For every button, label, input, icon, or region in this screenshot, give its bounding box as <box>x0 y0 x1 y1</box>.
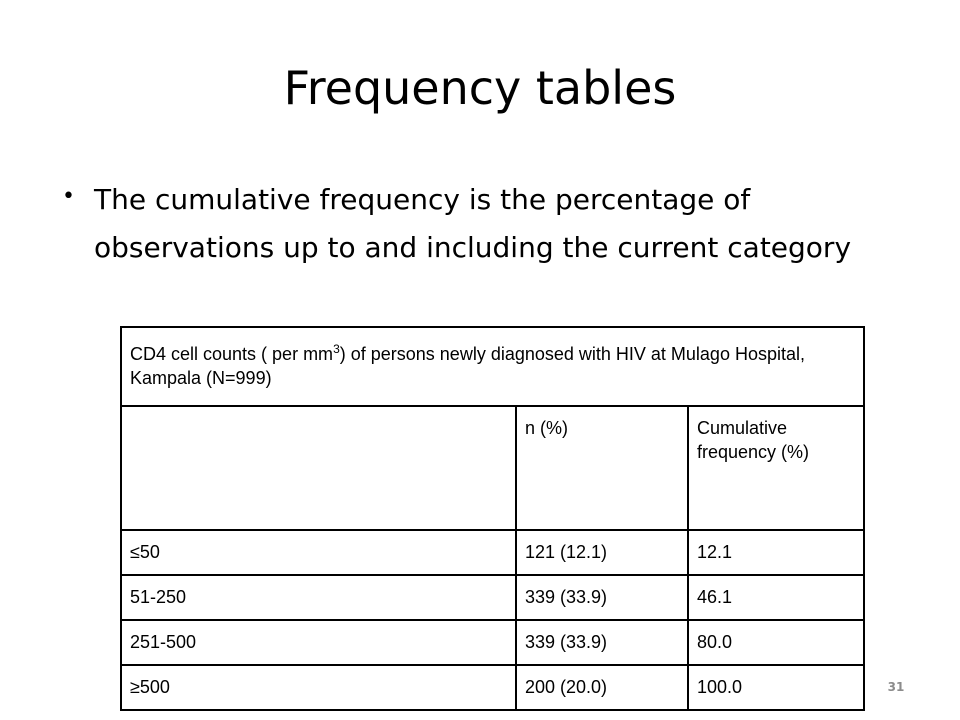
table-row <box>121 530 864 575</box>
row-category: ≥500 <box>121 665 516 710</box>
header-cell-cumulative: Cumulative frequency (%) <box>688 406 864 530</box>
bullet-text: The cumulative frequency is the percentage of observations up to and including the current category <box>94 183 852 264</box>
row-n-percent: 339 (33.9) <box>516 575 688 620</box>
page-number: 31 <box>887 680 905 694</box>
slide-title: Frequency tables <box>283 61 677 115</box>
bullet-icon: • <box>62 184 75 209</box>
bullet-point <box>62 176 912 272</box>
table-row <box>121 665 864 710</box>
caption-superscript: 3 <box>333 342 340 356</box>
row-cumulative: 80.0 <box>688 620 864 665</box>
row-n-percent: 339 (33.9) <box>516 620 688 665</box>
row-cumulative: 100.0 <box>688 665 864 710</box>
header-cell-n: n (%) <box>516 406 688 530</box>
table-row <box>121 620 864 665</box>
frequency-table <box>120 326 865 711</box>
row-category: 251-500 <box>121 620 516 665</box>
row-category: ≤50 <box>121 530 516 575</box>
table-caption <box>121 327 864 406</box>
row-cumulative: 46.1 <box>688 575 864 620</box>
header-cell-category <box>121 406 516 530</box>
row-category: 51-250 <box>121 575 516 620</box>
row-n-percent: 121 (12.1) <box>516 530 688 575</box>
table-row <box>121 575 864 620</box>
caption-text-continued: ) of persons newly diagnosed with HIV at Mulago Hospital, Kampala (N=999) <box>130 344 805 388</box>
row-cumulative: 12.1 <box>688 530 864 575</box>
row-n-percent: 200 (20.0) <box>516 665 688 710</box>
table-header-row <box>121 406 864 530</box>
caption-text: CD4 cell counts ( per mm <box>130 344 334 364</box>
